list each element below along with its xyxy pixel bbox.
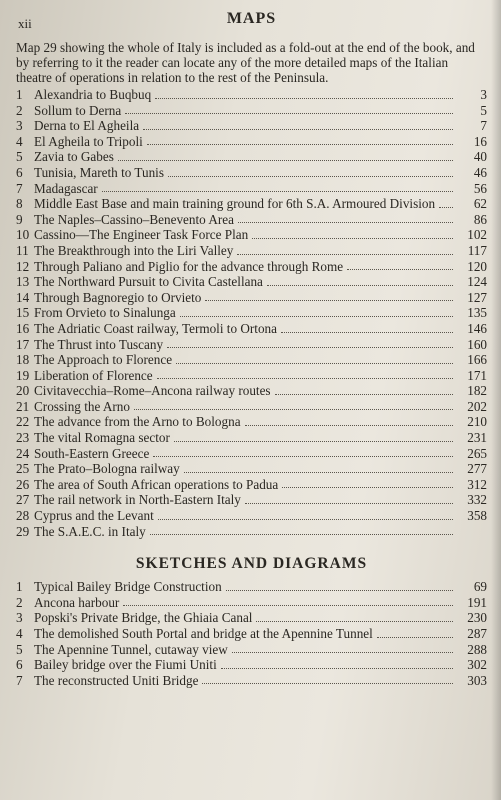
dot-leader xyxy=(157,377,453,379)
map-entry xyxy=(16,118,487,134)
entry-label-wrap xyxy=(34,368,459,384)
entry-label-wrap xyxy=(34,243,459,259)
entry-page: 202 xyxy=(467,398,487,414)
entry-label-wrap xyxy=(34,399,459,415)
entry-label-wrap xyxy=(34,103,459,119)
entry-label: The Adriatic Coast railway, Termoli to Ortona xyxy=(34,320,277,336)
sketch-entry xyxy=(16,673,487,689)
entry-label: Derna to El Agheila xyxy=(34,118,140,134)
entry-page: 56 xyxy=(473,180,487,196)
sketch-entry xyxy=(16,579,487,595)
dot-leader xyxy=(275,393,453,395)
entry-number: 3 xyxy=(16,610,23,626)
sketch-entry xyxy=(16,595,487,611)
entry-label: Cyprus and the Levant xyxy=(34,508,154,524)
entry-number: 1 xyxy=(16,579,23,595)
entry-page: 302 xyxy=(467,657,487,673)
entry-label: The advance from the Arno to Bologna xyxy=(34,414,241,430)
entry-label-wrap xyxy=(34,524,459,540)
entry-label-wrap xyxy=(34,165,459,181)
dot-leader xyxy=(134,408,453,410)
entry-number: 12 xyxy=(16,258,30,274)
dot-leader xyxy=(150,533,453,535)
entry-label: El Agheila to Tripoli xyxy=(34,133,143,149)
map-entry xyxy=(16,492,487,508)
entry-label-wrap xyxy=(34,134,459,150)
entry-page: 182 xyxy=(467,383,487,399)
entry-label: The Apennine Tunnel, cutaway view xyxy=(34,641,228,657)
dot-leader xyxy=(377,636,453,638)
entry-label: The Breakthrough into the Liri Valley xyxy=(34,242,234,258)
entry-number: 9 xyxy=(16,211,23,227)
dot-leader xyxy=(153,455,453,457)
entry-label: Madagascar xyxy=(34,180,98,196)
map-entry xyxy=(16,414,487,430)
entry-label-wrap xyxy=(34,657,459,673)
entry-label-wrap xyxy=(34,626,459,642)
dot-leader xyxy=(118,159,453,161)
page-title: MAPS xyxy=(226,10,277,27)
dot-leader xyxy=(252,237,453,239)
dot-leader xyxy=(167,346,453,348)
entry-number: 4 xyxy=(16,626,23,641)
entry-label: From Orvieto to Sinalunga xyxy=(34,305,176,321)
dot-leader xyxy=(176,362,453,364)
entry-label-wrap xyxy=(34,149,459,165)
entry-label: Middle East Base and main training ground for 6th S.A. Armoured Division xyxy=(34,196,436,212)
entry-number: 2 xyxy=(16,594,23,610)
entry-number: 6 xyxy=(16,164,23,180)
entry-label-wrap xyxy=(34,414,459,430)
sketches-list xyxy=(16,579,487,688)
entry-label: Bailey bridge over the Fiumi Uniti xyxy=(34,657,217,673)
map-entry xyxy=(16,290,487,306)
entry-label-wrap xyxy=(34,595,459,611)
sketch-entry xyxy=(16,626,487,642)
entry-number: 28 xyxy=(16,508,30,524)
entry-label: Crossing the Arno xyxy=(34,398,130,414)
entry-page: 117 xyxy=(467,242,487,258)
entry-page: 120 xyxy=(467,258,487,274)
entry-label-wrap xyxy=(34,227,459,243)
entry-page: 127 xyxy=(467,289,487,305)
entry-page: 5 xyxy=(480,102,487,118)
map-entry xyxy=(16,337,487,353)
map-entry xyxy=(16,383,487,399)
entry-number: 25 xyxy=(16,461,30,477)
map-entry xyxy=(16,524,487,540)
dot-leader xyxy=(125,112,453,114)
map-entry xyxy=(16,165,487,181)
entry-label: The reconstructed Uniti Bridge xyxy=(34,672,199,688)
entry-number: 26 xyxy=(16,476,30,492)
entry-label: Sollum to Derna xyxy=(34,102,122,118)
dot-leader xyxy=(202,682,453,684)
entry-label: The Naples–Cassino–Benevento Area xyxy=(34,211,234,227)
entry-label-wrap xyxy=(34,642,459,658)
entry-label: The area of South African operations to Padua xyxy=(34,476,279,492)
entry-label-wrap xyxy=(34,477,459,493)
entry-label-wrap xyxy=(34,337,459,353)
entry-page: 230 xyxy=(467,610,487,626)
entry-page: 46 xyxy=(473,164,487,180)
dot-leader xyxy=(174,440,453,442)
entry-label-wrap xyxy=(34,259,459,275)
entry-label-wrap xyxy=(34,673,459,689)
entry-page: 312 xyxy=(467,476,487,492)
entry-number: 6 xyxy=(16,657,23,673)
entry-page: 69 xyxy=(473,579,487,595)
entry-label: South-Eastern Greece xyxy=(34,445,150,461)
entry-label: Through Paliano and Piglio for the advance through Rome xyxy=(34,258,344,274)
entry-number: 10 xyxy=(16,227,30,243)
entry-label: The S.A.E.C. in Italy xyxy=(34,523,146,539)
entry-label-wrap xyxy=(34,352,459,368)
map-entry xyxy=(16,196,487,212)
sketch-entry xyxy=(16,657,487,673)
map-entry xyxy=(16,508,487,524)
entry-page: 303 xyxy=(467,672,487,688)
map-entry xyxy=(16,243,487,259)
entry-label-wrap xyxy=(34,212,459,228)
map-entry xyxy=(16,477,487,493)
map-entry xyxy=(16,227,487,243)
entry-page: 191 xyxy=(467,594,487,610)
maps-list xyxy=(16,87,487,539)
dot-leader xyxy=(123,604,453,606)
map-entry xyxy=(16,134,487,150)
map-entry xyxy=(16,212,487,228)
entry-page: 135 xyxy=(467,305,487,321)
entry-page: 277 xyxy=(467,461,487,477)
sketch-entry xyxy=(16,610,487,626)
dot-leader xyxy=(226,589,453,591)
page-number: xii xyxy=(18,16,32,31)
entry-page: 7 xyxy=(480,118,487,134)
entry-label: The Northward Pursuit to Civita Castellana xyxy=(34,274,263,290)
entry-number: 23 xyxy=(16,430,30,446)
dot-leader xyxy=(237,253,453,255)
entry-page: 288 xyxy=(467,641,487,657)
dot-leader xyxy=(147,143,453,145)
map-entry xyxy=(16,461,487,477)
entry-label-wrap xyxy=(34,508,459,524)
dot-leader xyxy=(281,331,453,333)
entry-number: 5 xyxy=(16,149,23,165)
map-entry xyxy=(16,446,487,462)
entry-label: Alexandria to Buqbuq xyxy=(34,87,152,102)
entry-label-wrap xyxy=(34,430,459,446)
dot-leader xyxy=(282,486,453,488)
entry-number: 14 xyxy=(16,289,30,305)
page-header xyxy=(16,10,487,32)
entry-number: 24 xyxy=(16,445,30,461)
map-entry xyxy=(16,368,487,384)
dot-leader xyxy=(221,667,453,669)
entry-page: 332 xyxy=(467,492,487,508)
map-entry xyxy=(16,430,487,446)
entry-number: 2 xyxy=(16,102,23,118)
map-entry xyxy=(16,274,487,290)
dot-leader xyxy=(245,502,453,504)
dot-leader xyxy=(205,299,453,301)
entry-label: Tunisia, Mareth to Tunis xyxy=(34,164,164,180)
entry-label-wrap xyxy=(34,118,459,134)
dot-leader xyxy=(256,620,453,622)
entry-page: 231 xyxy=(467,430,487,446)
entry-label-wrap xyxy=(34,610,459,626)
map-entry xyxy=(16,87,487,103)
entry-label: Ancona harbour xyxy=(34,594,120,610)
entry-page: 40 xyxy=(473,149,487,165)
dot-leader xyxy=(102,190,453,192)
dot-leader xyxy=(439,206,453,208)
intro-paragraph: Map 29 showing the whole of Italy is included as a fold-out at the end of the book, and by referring to it the reader can locate any of the more detailed maps of the Italian theatre of operations in relation to the rest of the Peninsula. xyxy=(16,40,475,85)
entry-page: 146 xyxy=(467,320,487,336)
entry-number: 8 xyxy=(16,196,23,212)
entry-number: 15 xyxy=(16,305,30,321)
entry-label: Liberation of Florence xyxy=(34,367,153,383)
entry-number: 17 xyxy=(16,336,30,352)
entry-label-wrap xyxy=(34,305,459,321)
entry-number: 20 xyxy=(16,383,30,399)
entry-label-wrap xyxy=(34,87,459,103)
entry-label-wrap xyxy=(34,492,459,508)
entry-page: 160 xyxy=(467,336,487,352)
entry-label-wrap xyxy=(34,461,459,477)
entry-page: 16 xyxy=(473,133,487,149)
entry-number: 1 xyxy=(16,87,23,102)
dot-leader xyxy=(347,268,453,270)
entry-page: 86 xyxy=(473,211,487,227)
entry-number: 27 xyxy=(16,492,30,508)
entry-page: 265 xyxy=(467,445,487,461)
dot-leader xyxy=(184,471,453,473)
entry-label: Zavia to Gabes xyxy=(34,149,114,165)
dot-leader xyxy=(238,221,453,223)
entry-page: 171 xyxy=(467,367,487,383)
entry-number: 7 xyxy=(16,180,23,196)
map-entry xyxy=(16,103,487,119)
entry-number: 7 xyxy=(16,672,23,688)
entry-label: The Thrust into Tuscany xyxy=(34,336,164,352)
entry-label: Popski's Private Bridge, the Ghiaia Canal xyxy=(34,610,253,626)
entry-label-wrap xyxy=(34,274,459,290)
dot-leader xyxy=(158,518,453,520)
page-edge-shadow xyxy=(491,0,501,800)
entry-label: The vital Romagna sector xyxy=(34,430,170,446)
entry-number: 21 xyxy=(16,398,30,414)
entry-label-wrap xyxy=(34,383,459,399)
dot-leader xyxy=(180,315,453,317)
sketches-title: SKETCHES AND DIAGRAMS xyxy=(135,555,368,573)
entry-label: Typical Bailey Bridge Construction xyxy=(34,579,222,595)
entry-page: 287 xyxy=(467,626,487,641)
entry-number: 22 xyxy=(16,414,30,430)
entry-page: 62 xyxy=(473,196,487,212)
map-entry xyxy=(16,352,487,368)
entry-number: 5 xyxy=(16,641,23,657)
entry-label-wrap xyxy=(34,196,459,212)
entry-number: 13 xyxy=(16,274,30,290)
dot-leader xyxy=(245,424,453,426)
entry-number: 3 xyxy=(16,118,23,134)
map-entry xyxy=(16,399,487,415)
map-entry xyxy=(16,305,487,321)
entry-label: The Prato–Bologna railway xyxy=(34,461,180,477)
entry-label: The rail network in North-Eastern Italy xyxy=(34,492,241,508)
dot-leader xyxy=(232,651,453,653)
entry-page: 124 xyxy=(467,274,487,290)
entry-number: 19 xyxy=(16,367,30,383)
entry-label: Civitavecchia–Rome–Ancona railway routes xyxy=(34,383,271,399)
entry-label: Through Bagnoregio to Orvieto xyxy=(34,289,202,305)
entry-page: 102 xyxy=(467,227,487,243)
map-entry xyxy=(16,259,487,275)
entry-number: 11 xyxy=(16,242,29,258)
entry-label-wrap xyxy=(34,579,459,595)
map-entry xyxy=(16,149,487,165)
entry-page: 358 xyxy=(467,508,487,524)
map-entry xyxy=(16,181,487,197)
dot-leader xyxy=(143,128,453,130)
entry-label: Cassino—The Engineer Task Force Plan xyxy=(34,227,249,243)
entry-number: 18 xyxy=(16,352,30,368)
entry-page: 210 xyxy=(467,414,487,430)
sketch-entry xyxy=(16,642,487,658)
entry-page: 3 xyxy=(480,87,487,102)
entry-number: 29 xyxy=(16,523,30,539)
dot-leader xyxy=(155,97,453,99)
dot-leader xyxy=(168,175,453,177)
entry-label-wrap xyxy=(34,290,459,306)
entry-label-wrap xyxy=(34,446,459,462)
map-entry xyxy=(16,321,487,337)
entry-label: The demolished South Portal and bridge at the Apennine Tunnel xyxy=(34,626,373,641)
entry-number: 16 xyxy=(16,320,30,336)
entry-number: 4 xyxy=(16,133,23,149)
entry-page: 166 xyxy=(467,352,487,368)
dot-leader xyxy=(267,284,453,286)
entry-label-wrap xyxy=(34,181,459,197)
entry-label-wrap xyxy=(34,321,459,337)
entry-label: The Approach to Florence xyxy=(34,352,173,368)
